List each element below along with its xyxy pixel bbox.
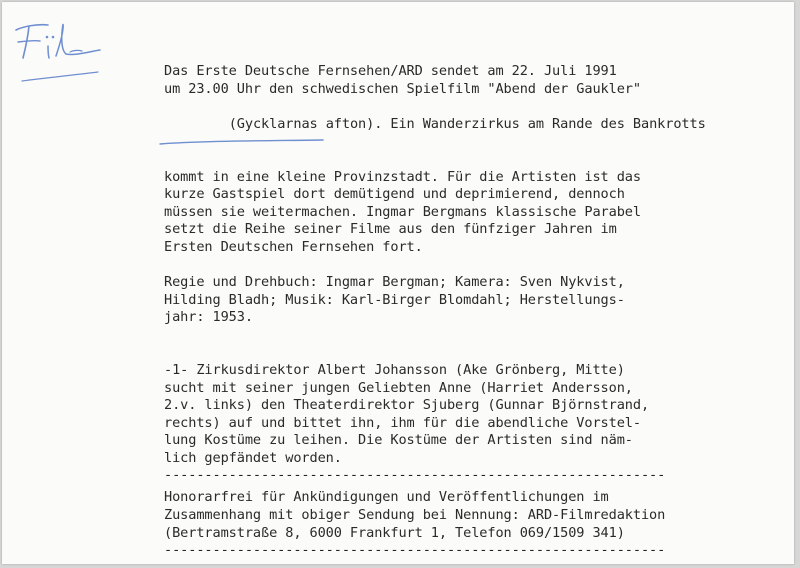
text-line: Ersten Deutschen Fernsehen fort. (164, 238, 423, 255)
text-line: Zusammenhang mit obiger Sendung bei Nennung: ARD-Filmredaktion (164, 507, 666, 524)
photo-caption (164, 362, 684, 468)
text-line: um 23.00 Uhr den schwedischen Spielfilm "Abend der Gaukler" (164, 80, 641, 97)
text-line: rechts) auf und bittet ihn, ihm für die abendliche Vorstel- (164, 414, 641, 431)
document-page (2, 2, 794, 564)
text-line (164, 98, 706, 132)
separator-line: -------------------------------------------------------------- (164, 544, 666, 557)
footer-credit (164, 489, 684, 542)
document-text (164, 63, 706, 557)
pen-underline-mark (158, 138, 328, 148)
text-line-content: (Gycklarnas afton). Ein Wanderzirkus am Rande des Bankrotts (228, 115, 706, 132)
text-line: sucht mit seiner jungen Geliebten Anne (Harriet Andersson, (164, 379, 633, 396)
text-line: Regie und Drehbuch: Ingmar Bergman; Kamera: Sven Nykvist, (164, 274, 625, 291)
text-line: lich gepfändet worden. (164, 449, 342, 466)
text-line: (Bertramstraße 8, 6000 Frankfurt 1, Telefon 069/1509 341) (164, 524, 625, 541)
handwritten-film-annotation (4, 6, 124, 86)
credits (164, 274, 684, 327)
text-line: Honorarfrei für Ankündigungen und Veröffentlichungen im (164, 489, 609, 506)
text-line: kurze Gastspiel dort demütigend und deprimierend, dennoch (164, 186, 625, 203)
text-line: -1- Zirkusdirektor Albert Johansson (Ake Grönberg, Mitte) (164, 361, 625, 378)
text-line: setzt die Reihe seiner Filme aus den fünfziger Jahren im (164, 221, 617, 238)
text-line: 2.v. links) den Theaterdirektor Sjuberg (Gunnar Björnstrand, (164, 397, 650, 414)
text-line: kommt in eine kleine Provinzstadt. Für die Artisten ist das (164, 168, 641, 185)
text-line: müssen sie weitermachen. Ingmar Bergmans klassische Parabel (164, 203, 641, 220)
text-line: Hilding Bladh; Musik: Karl-Birger Blomdahl; Herstellungs- (164, 291, 625, 308)
separator-line: -------------------------------------------------------------- (164, 469, 666, 482)
text-line: lung Kostüme zu leihen. Die Kostüme der Artisten sind näm- (164, 432, 633, 449)
text-line: Das Erste Deutsche Fernsehen/ARD sendet am 22. Juli 1991 (164, 63, 617, 79)
handwritten-note (4, 6, 124, 86)
text-line: jahr: 1953. (164, 309, 253, 326)
program-description (164, 63, 706, 257)
